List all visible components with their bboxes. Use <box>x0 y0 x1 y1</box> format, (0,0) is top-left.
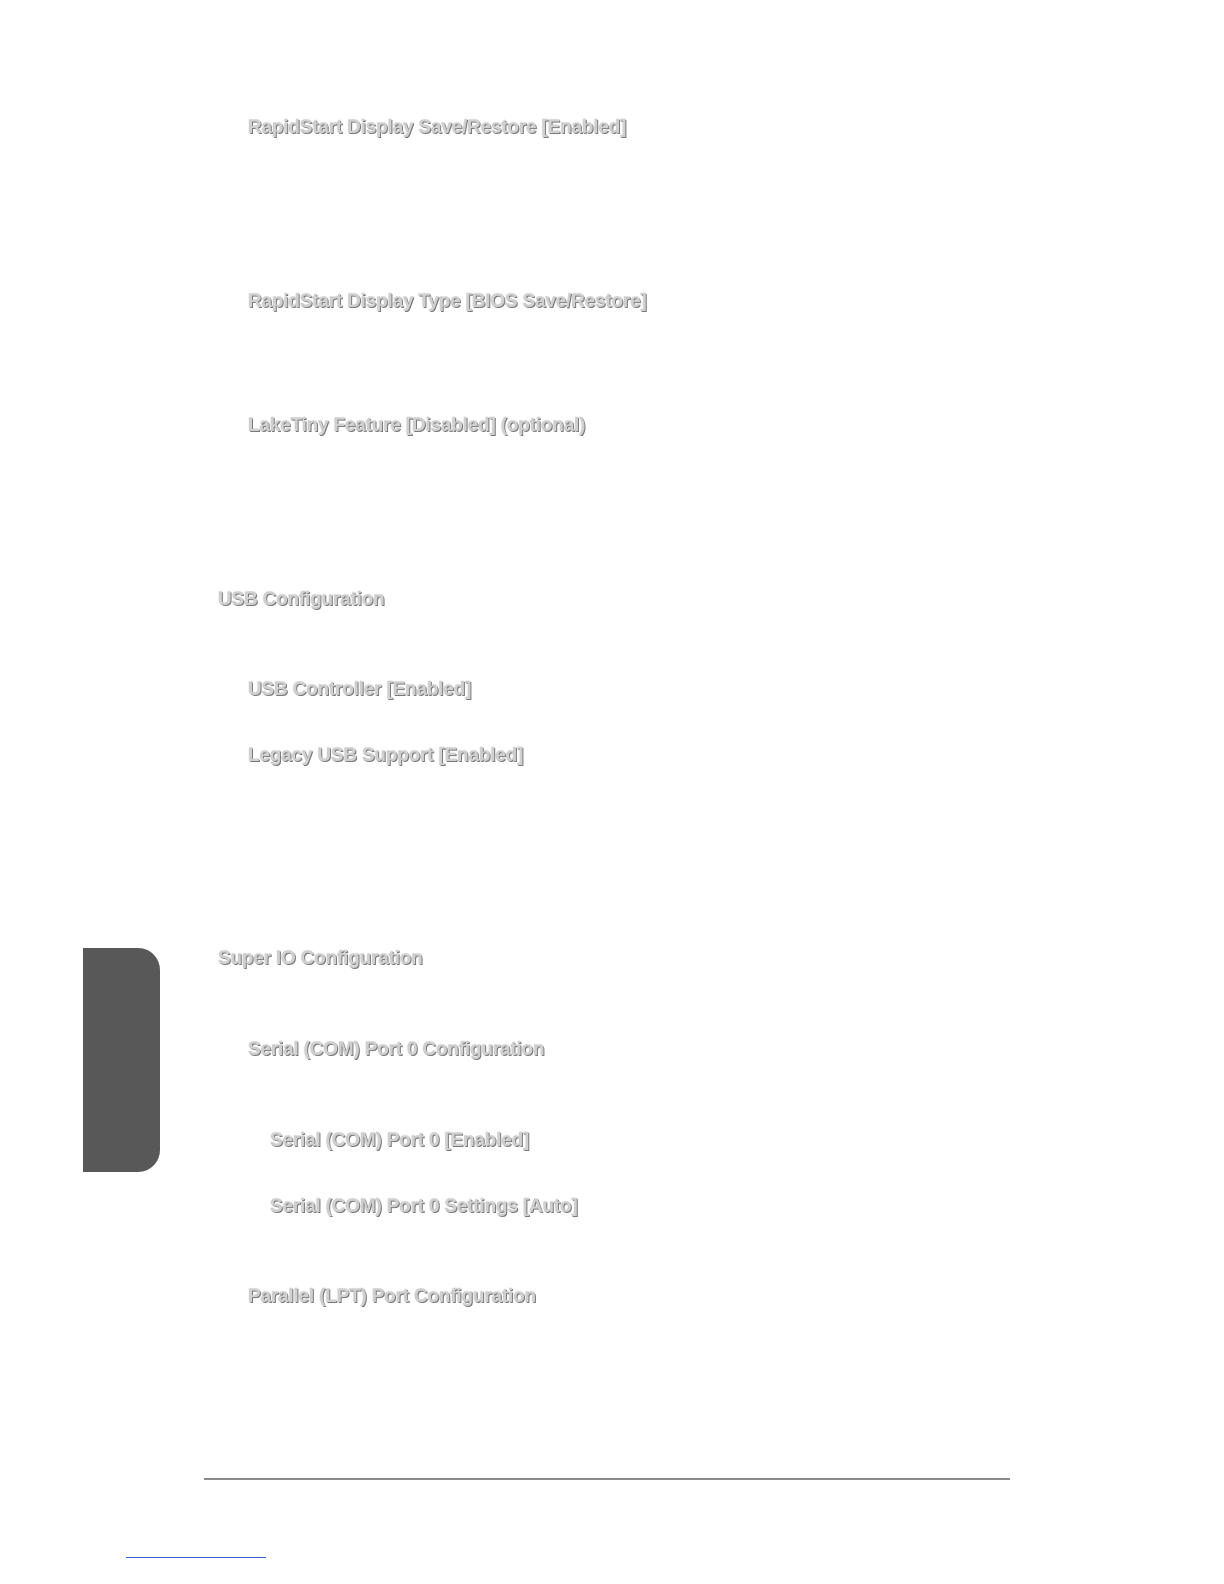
serial-port-0-settings-setting: Serial (COM) Port 0 Settings [Auto] <box>270 1196 578 1217</box>
rapidstart-display-type-setting: RapidStart Display Type [BIOS Save/Restore] <box>248 291 647 312</box>
usb-controller-setting: USB Controller [Enabled] <box>248 679 472 700</box>
chapter-side-tab <box>83 948 160 1172</box>
footer-link-underline[interactable] <box>126 1557 266 1558</box>
legacy-usb-support-setting: Legacy USB Support [Enabled] <box>248 745 524 766</box>
parallel-port-configuration-heading: Parallel (LPT) Port Configuration <box>248 1286 536 1307</box>
laketiny-feature-setting: LakeTiny Feature [Disabled] (optional) <box>248 415 586 436</box>
footer-divider <box>204 1478 1010 1480</box>
rapidstart-display-save-restore-setting: RapidStart Display Save/Restore [Enabled] <box>248 117 627 138</box>
super-io-configuration-heading: Super IO Configuration <box>218 948 423 969</box>
usb-configuration-heading: USB Configuration <box>218 589 385 610</box>
serial-port-0-configuration-heading: Serial (COM) Port 0 Configuration <box>248 1039 545 1060</box>
serial-port-0-setting: Serial (COM) Port 0 [Enabled] <box>270 1130 530 1151</box>
